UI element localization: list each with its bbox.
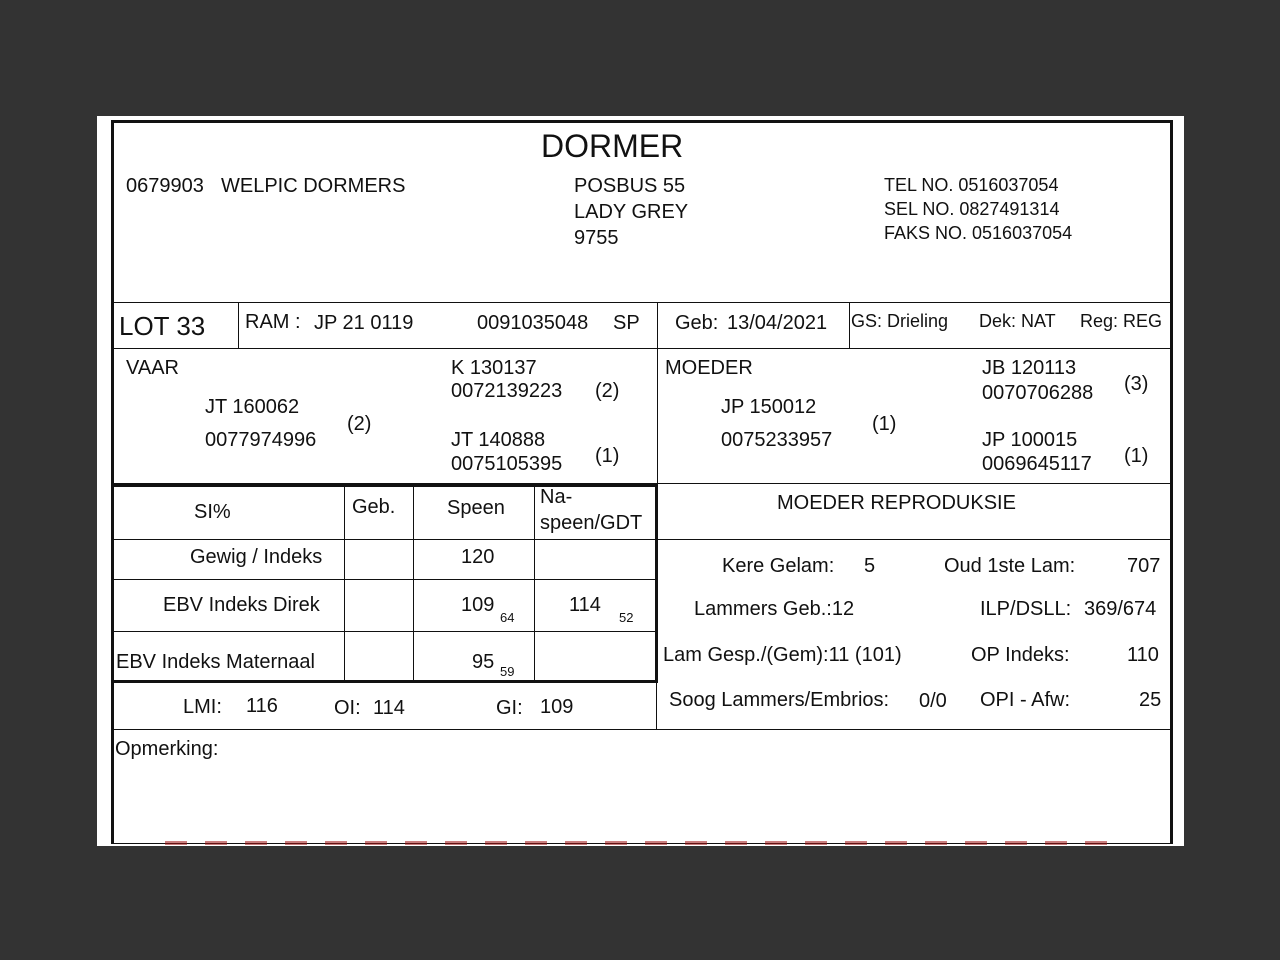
dam-sire-count: (3) — [1124, 373, 1149, 395]
divider — [111, 348, 1173, 349]
red-dashed-strip — [165, 841, 1125, 845]
ebv-direct-weaning-accuracy: 64 — [500, 610, 515, 625]
times-lambed-value: 5 — [864, 555, 876, 577]
divider — [656, 483, 657, 730]
ebv-maternal-weaning-accuracy: 59 — [500, 664, 515, 679]
lambs-weaned: Lam Gesp./(Gem):11 (101) — [663, 644, 902, 666]
card-border-right — [1170, 120, 1173, 844]
ram-id: JP 21 0119 — [314, 312, 414, 334]
birth-label: Geb: — [675, 312, 719, 334]
sire-dam-id: JT 140888 — [451, 429, 546, 451]
weight-index-weaning: 120 — [461, 546, 495, 568]
suckling-lambs-value: 0/0 — [919, 690, 947, 712]
address-line-3: 9755 — [574, 227, 619, 249]
opi-deviation-label: OPI - Afw: — [980, 689, 1071, 711]
breeder-name: WELPIC DORMERS — [221, 175, 406, 197]
post-weaning-header-line-1: Na- — [540, 486, 573, 508]
ilp-dsll-label: ILP/DSLL: — [980, 598, 1072, 620]
sire-count: (2) — [347, 413, 372, 435]
dam-heading: MOEDER — [665, 357, 753, 379]
lmi-value: 116 — [246, 695, 278, 717]
address-line-2: LADY GREY — [574, 201, 689, 223]
divider — [534, 486, 535, 681]
dam-sire-id: JB 120113 — [982, 357, 1077, 379]
divider — [238, 302, 239, 348]
ram-label: RAM : — [245, 311, 301, 333]
divider — [344, 486, 345, 681]
sire-dam-count: (1) — [595, 445, 620, 467]
row-label-ebv-maternal: EBV Indeks Maternaal — [116, 651, 315, 673]
row-label-ebv-direct: EBV Indeks Direk — [163, 594, 320, 616]
dam-id: JP 150012 — [721, 396, 817, 418]
tel-number: TEL NO. 0516037054 — [884, 175, 1059, 195]
mating-type: Dek: NAT — [979, 311, 1056, 331]
divider — [657, 539, 1173, 540]
row-label-weight-index: Gewig / Indeks — [190, 546, 323, 568]
ebv-direct-weaning: 109 — [461, 594, 495, 616]
dam-dam-id: JP 100015 — [982, 429, 1078, 451]
ilp-dsll-value: 369/674 — [1084, 598, 1157, 620]
sire-number: 0077974996 — [205, 429, 317, 451]
ram-grade: SP — [613, 312, 640, 334]
gi-label: GI: — [496, 697, 523, 719]
dam-sire-number: 0070706288 — [982, 382, 1094, 404]
registration: Reg: REG — [1080, 311, 1163, 331]
sel-number: SEL NO. 0827491314 — [884, 199, 1060, 219]
ebv-direct-post-weaning-accuracy: 52 — [619, 610, 634, 625]
divider — [657, 302, 658, 348]
first-lamb-age-value: 707 — [1127, 555, 1161, 577]
times-lambed-label: Kere Gelam: — [722, 555, 835, 577]
gi-value: 109 — [540, 696, 574, 718]
first-lamb-age-label: Oud 1ste Lam: — [944, 555, 1076, 577]
oi-value: 114 — [373, 697, 405, 719]
sire-sire-count: (2) — [595, 380, 620, 402]
remarks-label: Opmerking: — [115, 738, 219, 760]
divider — [113, 579, 657, 580]
si-table-bottom — [113, 680, 658, 683]
sire-sire-number: 0072139223 — [451, 380, 563, 402]
divider — [113, 539, 657, 540]
oi-label: OI: — [334, 697, 361, 719]
post-weaning-header-line-2: speen/GDT — [540, 512, 643, 534]
breeder-code: 0679903 — [126, 175, 204, 197]
birth-date: 13/04/2021 — [727, 312, 828, 334]
dam-number: 0075233957 — [721, 429, 833, 451]
breed-title: DORMER — [541, 128, 684, 164]
sire-heading: VAAR — [126, 357, 179, 379]
card-border-left — [111, 120, 114, 844]
birth-weight-header: Geb. — [352, 496, 396, 518]
weaning-header: Speen — [447, 497, 505, 519]
sire-id: JT 160062 — [205, 396, 300, 418]
ebv-direct-post-weaning: 114 — [569, 594, 601, 616]
dam-count: (1) — [872, 413, 897, 435]
divider — [849, 302, 850, 348]
divider — [111, 302, 1173, 303]
sire-dam-number: 0075105395 — [451, 453, 563, 475]
dam-dam-count: (1) — [1124, 445, 1149, 467]
divider — [413, 486, 414, 681]
card-border-top — [111, 120, 1173, 123]
op-index-label: OP Indeks: — [971, 644, 1070, 666]
sire-sire-id: K 130137 — [451, 357, 537, 379]
dam-dam-number: 0069645117 — [982, 453, 1092, 475]
lot-number: LOT 33 — [119, 311, 206, 341]
divider — [657, 348, 658, 484]
divider — [113, 631, 657, 632]
si-table-top — [113, 484, 658, 487]
ebv-maternal-weaning: 95 — [472, 651, 495, 673]
divider — [111, 729, 1173, 730]
si-header: SI% — [194, 501, 231, 523]
lambs-born: Lammers Geb.:12 — [694, 598, 855, 620]
suckling-lambs-label: Soog Lammers/Embrios: — [669, 689, 890, 711]
lmi-label: LMI: — [183, 696, 222, 718]
address-line-1: POSBUS 55 — [574, 175, 686, 197]
ram-number: 0091035048 — [477, 312, 589, 334]
faks-number: FAKS NO. 0516037054 — [884, 223, 1073, 243]
opi-deviation-value: 25 — [1139, 689, 1162, 711]
birth-status: GS: Drieling — [851, 311, 949, 331]
reproduction-title: MOEDER REPRODUKSIE — [777, 492, 1016, 514]
op-index-value: 110 — [1127, 644, 1159, 666]
